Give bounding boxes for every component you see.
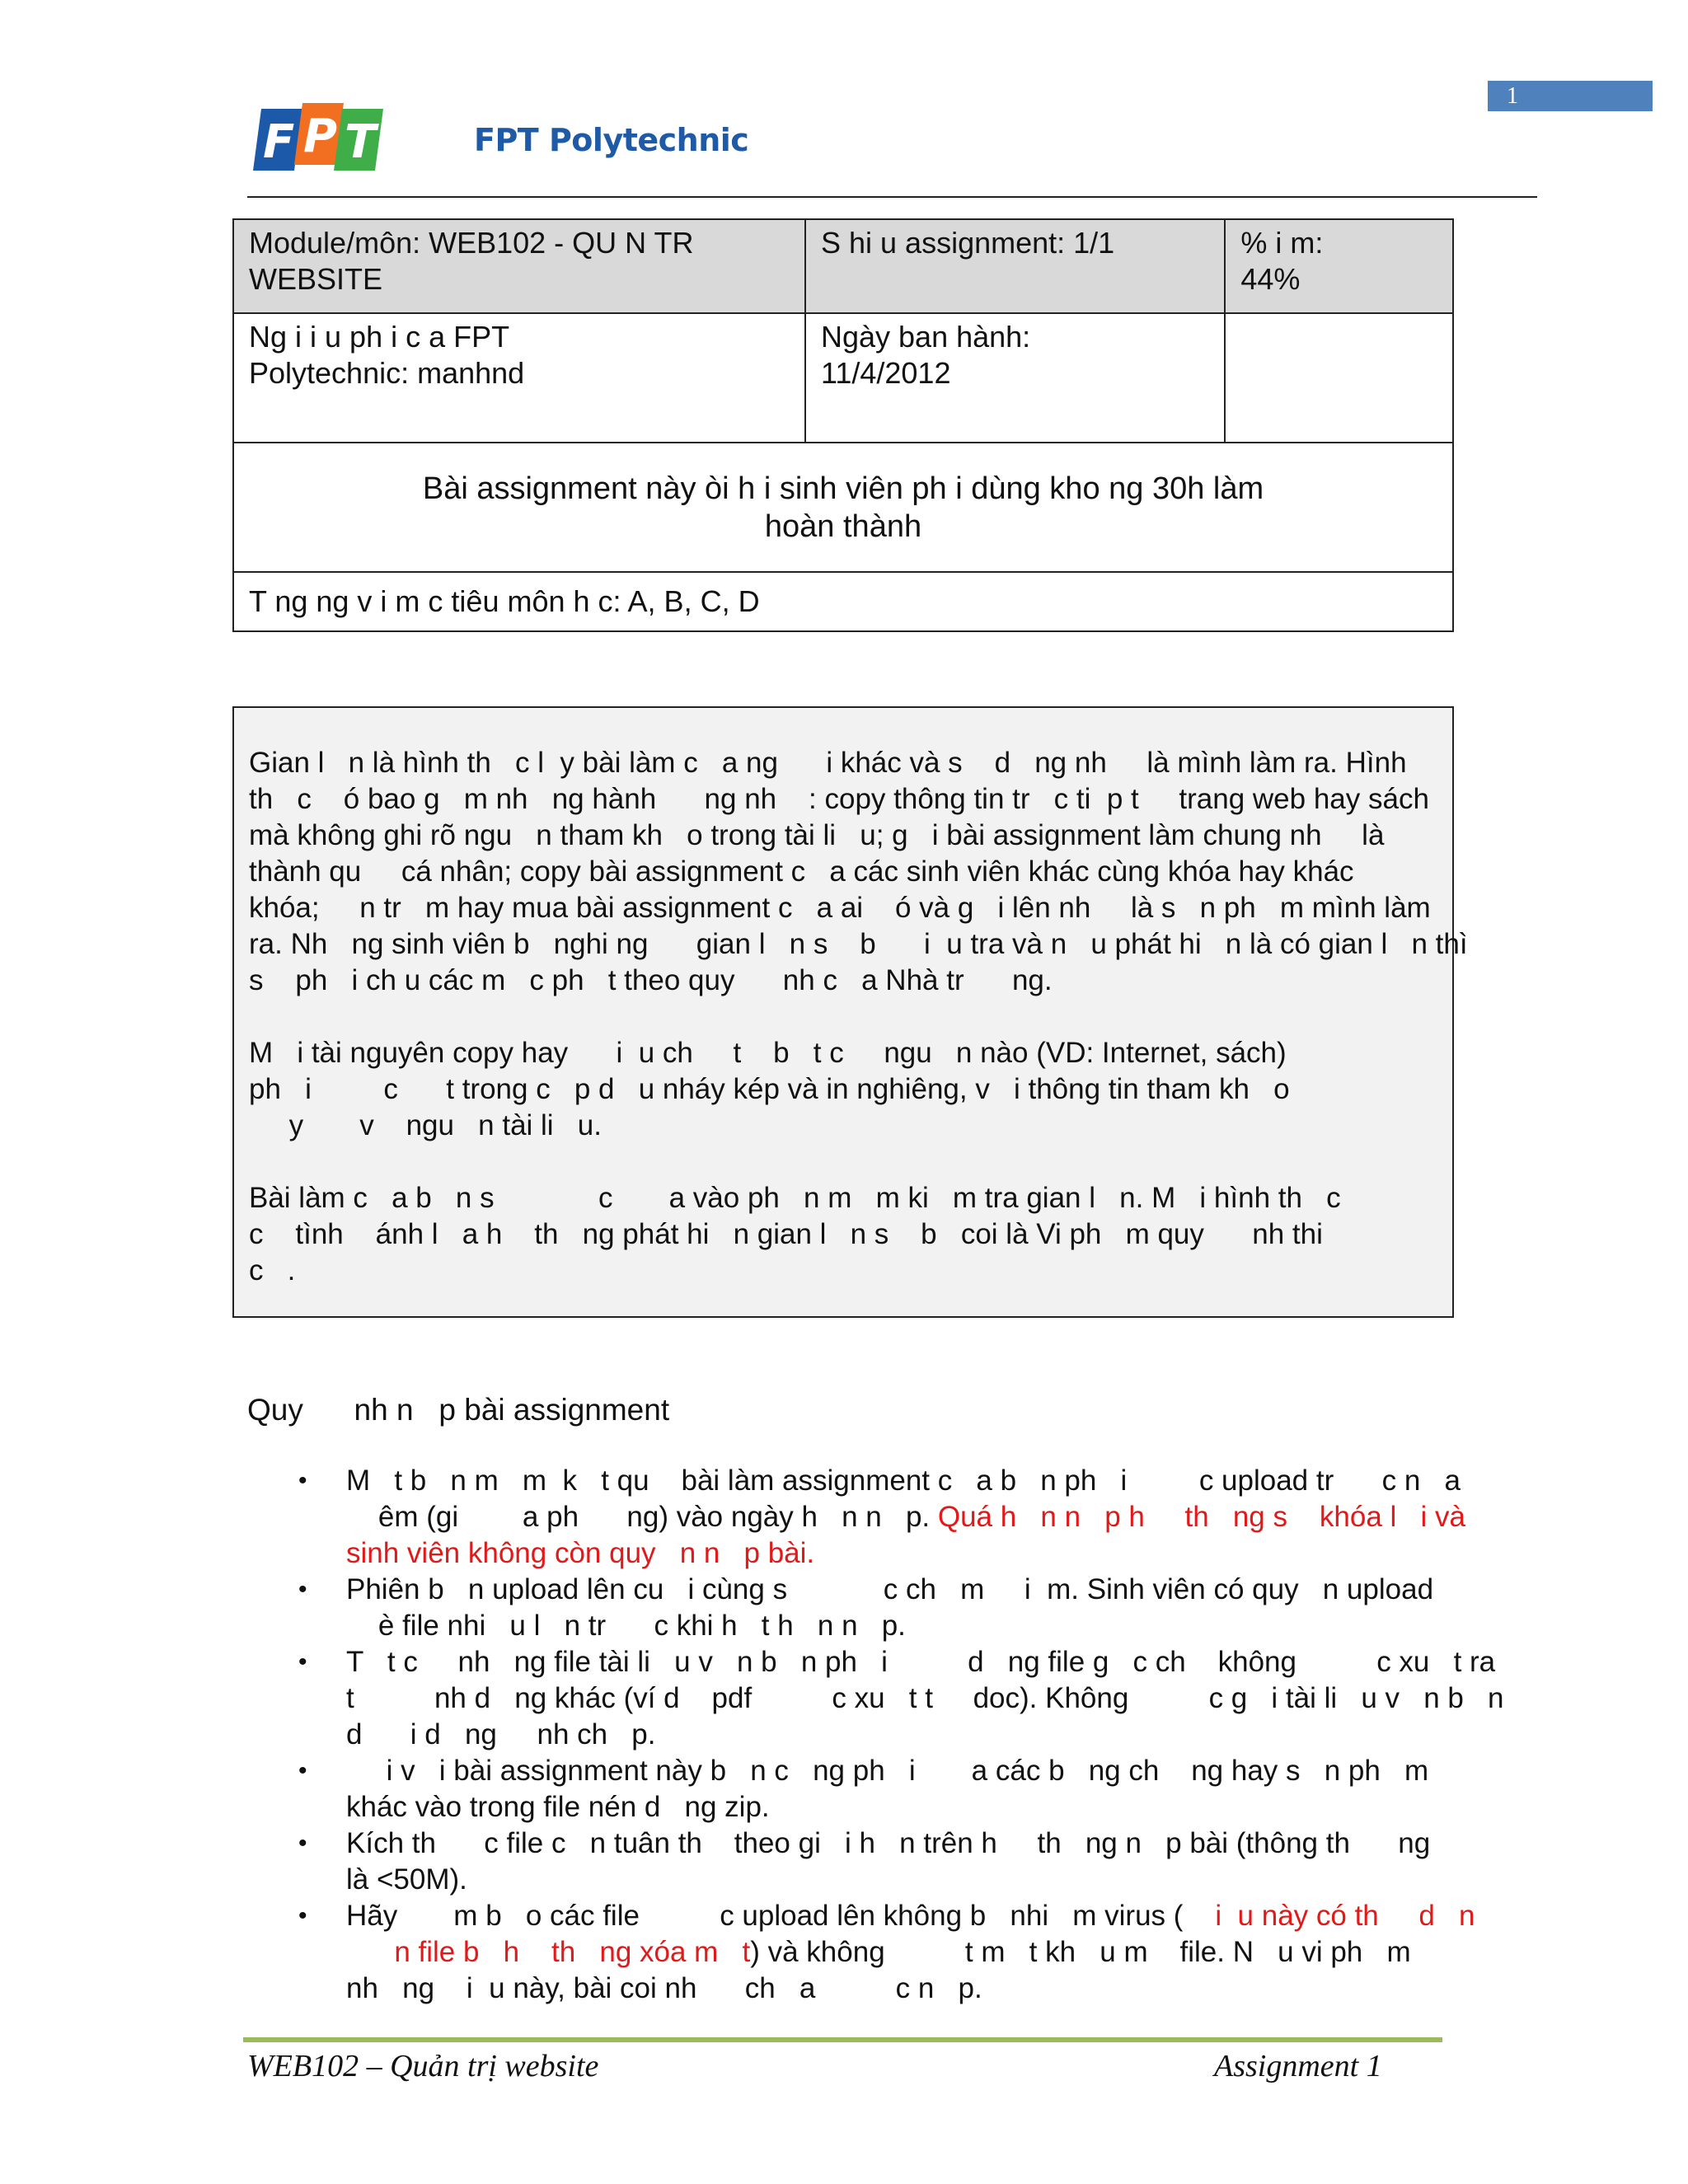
bullet-icon: • <box>298 1902 307 1929</box>
header-rule <box>247 196 1537 198</box>
module-cell: Module/môn: WEB102 - QU N TR WEBSITE <box>233 219 805 313</box>
bullet-icon: • <box>298 1757 307 1784</box>
rule-item <box>247 1898 1475 2007</box>
author-cell: Ng i i u ph i c a FPT Polytechnic: manhnd <box>233 313 805 443</box>
rule-text-warning: sinh viên không còn quy n n p bài. <box>346 1537 815 1569</box>
bullet-icon: • <box>298 1830 307 1857</box>
notice-paragraph-2: M i tài nguyên copy hay i u ch t b t c ngu n nào (VD: Internet, sách) ph i c t trong c p d u nháy kép và in nghiêng, v i thông tin tham kh o y v ngu n tài li u. <box>249 1037 1290 1141</box>
rule-text: khác vào trong file nén d ng zip. <box>346 1791 770 1823</box>
footer-course: WEB102 – Quản trị website <box>247 2049 599 2083</box>
rule-text: nh ng i u này, bài coi nh ch a c n p. <box>346 1972 982 2004</box>
info-row-author <box>233 313 1453 443</box>
rule-text: Kích th c file c n tuân th theo gi i h n trên h th ng n p bài (thông th ng <box>346 1827 1431 1859</box>
footer-rule <box>243 2037 1442 2042</box>
issue-date-cell: Ngày ban hành: 11/4/2012 <box>805 313 1225 443</box>
objectives-cell: T ng ng v i m c tiêu môn h c: A, B, C, D <box>233 572 1453 631</box>
submission-rules-heading: Quy nh n p bài assignment <box>247 1393 670 1427</box>
assignment-number-cell: S hi u assignment: 1/1 <box>805 219 1225 313</box>
bullet-icon: • <box>298 1467 307 1494</box>
rule-text: è file nhi u l n tr c khi h t h n n p. <box>346 1610 906 1642</box>
fpt-logo-letter-t: T <box>345 115 377 169</box>
rule-text-warning: n file b h th ng xóa m t <box>346 1936 751 1968</box>
submission-rules-list <box>247 1463 1504 2007</box>
bullet-icon: • <box>298 1576 307 1603</box>
page-number: 1 <box>1488 81 1653 111</box>
rule-item <box>247 1644 1504 1753</box>
footer-assignment: Assignment 1 <box>1214 2049 1382 2083</box>
score-cell: % i m: 44% <box>1225 219 1453 313</box>
rule-item <box>247 1753 1451 1825</box>
rule-text-warning: i u này có th d n <box>1191 1900 1475 1932</box>
rule-text: Phiên b n upload lên cu i cùng s c ch m i m. Sinh viên có quy n upload <box>346 1573 1434 1605</box>
bullet-icon: • <box>298 1648 307 1675</box>
rule-item <box>247 1463 1465 1572</box>
requirement-cell: Bài assignment này òi h i sinh viên ph i dùng kho ng 30h làm hoàn thành <box>233 443 1453 572</box>
rule-text: t nh d ng khác (ví d pdf c xu t t doc). Không c g i tài li u v n b n <box>346 1682 1504 1714</box>
info-row-module <box>233 219 1453 313</box>
notice-paragraph-3: Bài làm c a b n s c a vào ph n m m ki m tra gian l n. M i hình th c c tình ánh l a h th ng phát hi n gian l n s b coi là Vi ph m quy nh thi c . <box>249 1182 1341 1286</box>
rule-text: d i d ng nh ch p. <box>346 1718 656 1750</box>
fpt-logo <box>251 96 392 187</box>
plagiarism-notice <box>232 706 1468 1318</box>
brand-name: FPT Polytechnic <box>474 122 749 158</box>
rule-text: êm (gi a ph ng) vào ngày h n n p. <box>346 1501 938 1533</box>
rule-text: i v i bài assignment này b n c ng ph i a các b ng ch ng hay s n ph m <box>346 1755 1429 1787</box>
empty-cell <box>1225 313 1453 443</box>
rule-text: ) và không t m t kh u m file. N u vi ph m <box>750 1936 1411 1968</box>
rule-text: là <50M). <box>346 1863 467 1896</box>
info-row-objectives <box>233 572 1453 631</box>
rule-item <box>247 1825 1451 1898</box>
info-row-requirement <box>233 443 1453 572</box>
rule-text: Hãy m b o các file c upload lên không b nhi m virus ( <box>346 1900 1192 1932</box>
rule-text: T t c nh ng file tài li u v n b n ph i d ng file g c ch không c xu t ra <box>346 1646 1496 1678</box>
rule-item <box>247 1572 1451 1644</box>
fpt-logo-letter-f: F <box>263 115 295 169</box>
rule-text-warning: Quá h n n p h th ng s khóa l i và <box>937 1501 1465 1533</box>
notice-paragraph-1: Gian l n là hình th c l y bài làm c a ng i khác và s d ng nh là mình làm ra. Hình th c ó bao g m nh ng hành ng nh : copy thông tin tr c ti p t trang web hay sách mà không ghi rõ ngu n tham kh o trong tài li u; g i bài assignment làm chung nh là thành qu cá nhân; copy bài assignment c a các sinh viên khác cùng khóa hay khác khóa; n tr m hay mua bài assignment c a ai ó và g i lên nh là s n ph m mình làm ra. Nh ng sinh viên b nghi ng gian l n s b i u tra và n u phát hi n là có gian l n thì s ph i ch u các m c ph t theo quy nh c a Nhà tr ng. <box>249 747 1468 996</box>
rule-text: M t b n m m k t qu bài làm assignment c a b n ph i c upload tr c n a <box>346 1465 1461 1497</box>
assignment-info-table <box>232 218 1454 632</box>
fpt-logo-letter-p: P <box>303 110 338 163</box>
